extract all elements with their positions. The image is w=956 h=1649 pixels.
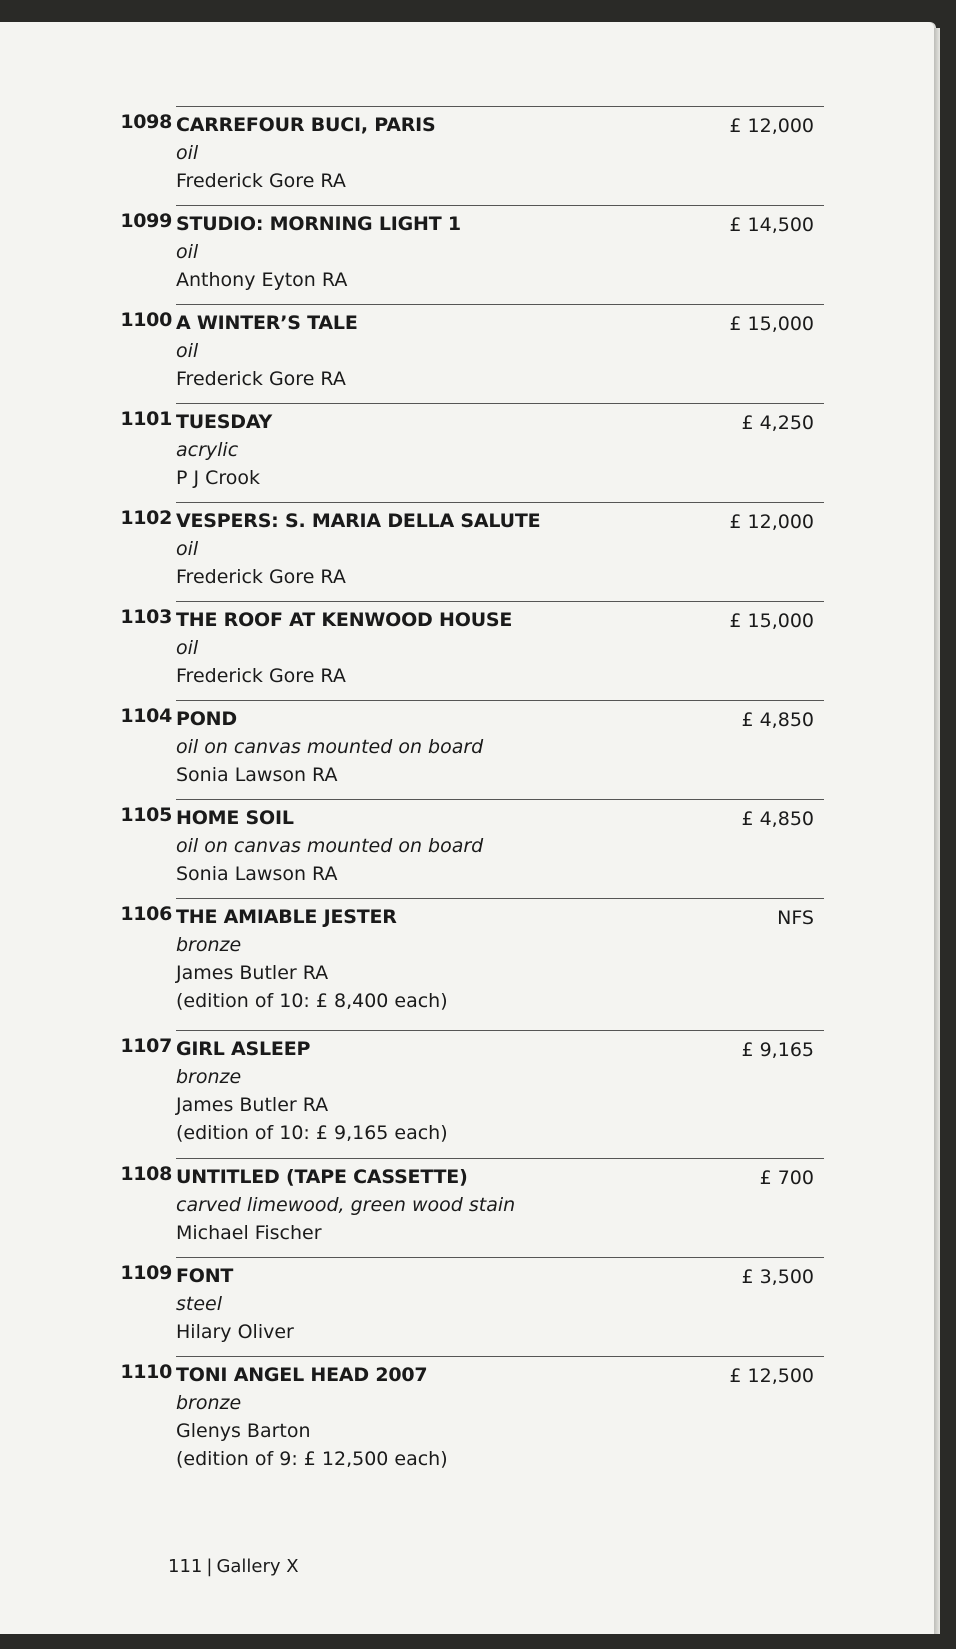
entry-number: 1104 bbox=[120, 705, 172, 727]
entry-title: POND bbox=[176, 708, 237, 730]
entry-title: A WINTER’S TALE bbox=[176, 312, 358, 334]
entry-number: 1101 bbox=[120, 408, 172, 430]
entry-title: TUESDAY bbox=[176, 411, 273, 433]
entry-price: £ 4,850 bbox=[741, 709, 814, 731]
entry-medium: steel bbox=[176, 1293, 223, 1315]
entry-number: 1100 bbox=[120, 309, 172, 331]
page-number: 111 bbox=[168, 1556, 203, 1577]
entry-artist: Frederick Gore RA bbox=[176, 665, 346, 687]
entry-price: £ 9,165 bbox=[741, 1039, 814, 1061]
entry-number: 1106 bbox=[120, 903, 172, 925]
entry-artist: Hilary Oliver bbox=[176, 1321, 294, 1343]
entry-artist: Sonia Lawson RA bbox=[176, 764, 338, 786]
entry-medium: oil bbox=[176, 637, 199, 659]
catalogue-entry bbox=[120, 403, 824, 492]
entry-price: £ 15,000 bbox=[729, 313, 814, 335]
entry-number: 1105 bbox=[120, 804, 172, 826]
entry-artist: Glenys Barton bbox=[176, 1420, 311, 1442]
entry-artist: James Butler RA bbox=[176, 1094, 329, 1116]
entry-artist: Michael Fischer bbox=[176, 1222, 322, 1244]
entry-title: THE AMIABLE JESTER bbox=[176, 906, 397, 928]
entry-artist: James Butler RA bbox=[176, 962, 329, 984]
catalogue-entry bbox=[120, 1257, 824, 1346]
entry-title: UNTITLED (TAPE CASSETTE) bbox=[176, 1166, 468, 1188]
catalogue-entry bbox=[120, 601, 824, 690]
entry-price: NFS bbox=[777, 907, 814, 929]
entry-title: VESPERS: S. MARIA DELLA SALUTE bbox=[176, 510, 541, 532]
entry-number: 1108 bbox=[120, 1163, 172, 1185]
entry-price: £ 700 bbox=[759, 1167, 814, 1189]
entry-price: £ 12,500 bbox=[729, 1365, 814, 1387]
entry-medium: oil on canvas mounted on board bbox=[176, 736, 484, 758]
entry-title: TONI ANGEL HEAD 2007 bbox=[176, 1364, 428, 1386]
entry-medium: oil bbox=[176, 142, 199, 164]
entry-number: 1102 bbox=[120, 507, 172, 529]
catalogue-entry bbox=[120, 700, 824, 789]
entry-title: FONT bbox=[176, 1265, 234, 1287]
entry-medium: bronze bbox=[176, 1066, 242, 1088]
entry-number: 1107 bbox=[120, 1035, 172, 1057]
catalogue-entry bbox=[120, 898, 824, 1015]
page-footer bbox=[168, 1556, 299, 1577]
entry-price: £ 14,500 bbox=[729, 214, 814, 236]
catalogue-entry bbox=[120, 205, 824, 294]
catalogue-entry bbox=[120, 106, 824, 195]
entry-price: £ 12,000 bbox=[729, 511, 814, 533]
entry-edition-note: (edition of 9: £ 12,500 each) bbox=[176, 1448, 448, 1470]
entry-medium: oil on canvas mounted on board bbox=[176, 835, 484, 857]
entry-artist: P J Crook bbox=[176, 467, 261, 489]
catalogue-entry bbox=[120, 799, 824, 888]
entry-price: £ 15,000 bbox=[729, 610, 814, 632]
entry-medium: bronze bbox=[176, 1392, 242, 1414]
entry-number: 1099 bbox=[120, 210, 172, 232]
entry-artist: Frederick Gore RA bbox=[176, 170, 346, 192]
book-spine-edge bbox=[934, 28, 940, 1634]
entry-medium: oil bbox=[176, 340, 199, 362]
catalogue-entry bbox=[120, 1158, 824, 1247]
entry-medium: oil bbox=[176, 538, 199, 560]
entry-number: 1103 bbox=[120, 606, 172, 628]
entry-number: 1110 bbox=[120, 1361, 172, 1383]
catalogue-entry bbox=[120, 502, 824, 591]
entry-artist: Frederick Gore RA bbox=[176, 566, 346, 588]
entry-title: THE ROOF AT KENWOOD HOUSE bbox=[176, 609, 513, 631]
gallery-name: Gallery X bbox=[216, 1556, 299, 1577]
catalogue-entry bbox=[120, 304, 824, 393]
catalogue-entry bbox=[120, 1356, 824, 1473]
entry-artist: Sonia Lawson RA bbox=[176, 863, 338, 885]
entry-price: £ 12,000 bbox=[729, 115, 814, 137]
entry-edition-note: (edition of 10: £ 8,400 each) bbox=[176, 990, 448, 1012]
entry-title: HOME SOIL bbox=[176, 807, 294, 829]
entry-number: 1109 bbox=[120, 1262, 172, 1284]
entry-artist: Anthony Eyton RA bbox=[176, 269, 348, 291]
footer-separator: | bbox=[206, 1556, 213, 1577]
entry-title: GIRL ASLEEP bbox=[176, 1038, 311, 1060]
catalogue-entry bbox=[120, 1030, 824, 1147]
entry-price: £ 4,850 bbox=[741, 808, 814, 830]
entry-artist: Frederick Gore RA bbox=[176, 368, 346, 390]
entry-edition-note: (edition of 10: £ 9,165 each) bbox=[176, 1122, 448, 1144]
entry-medium: carved limewood, green wood stain bbox=[176, 1194, 516, 1216]
entry-medium: bronze bbox=[176, 934, 242, 956]
entry-medium: acrylic bbox=[176, 439, 239, 461]
entry-price: £ 4,250 bbox=[741, 412, 814, 434]
entry-title: STUDIO: MORNING LIGHT 1 bbox=[176, 213, 461, 235]
entry-title: CARREFOUR BUCI, PARIS bbox=[176, 114, 436, 136]
entry-number: 1098 bbox=[120, 111, 172, 133]
entry-price: £ 3,500 bbox=[741, 1266, 814, 1288]
entry-medium: oil bbox=[176, 241, 199, 263]
